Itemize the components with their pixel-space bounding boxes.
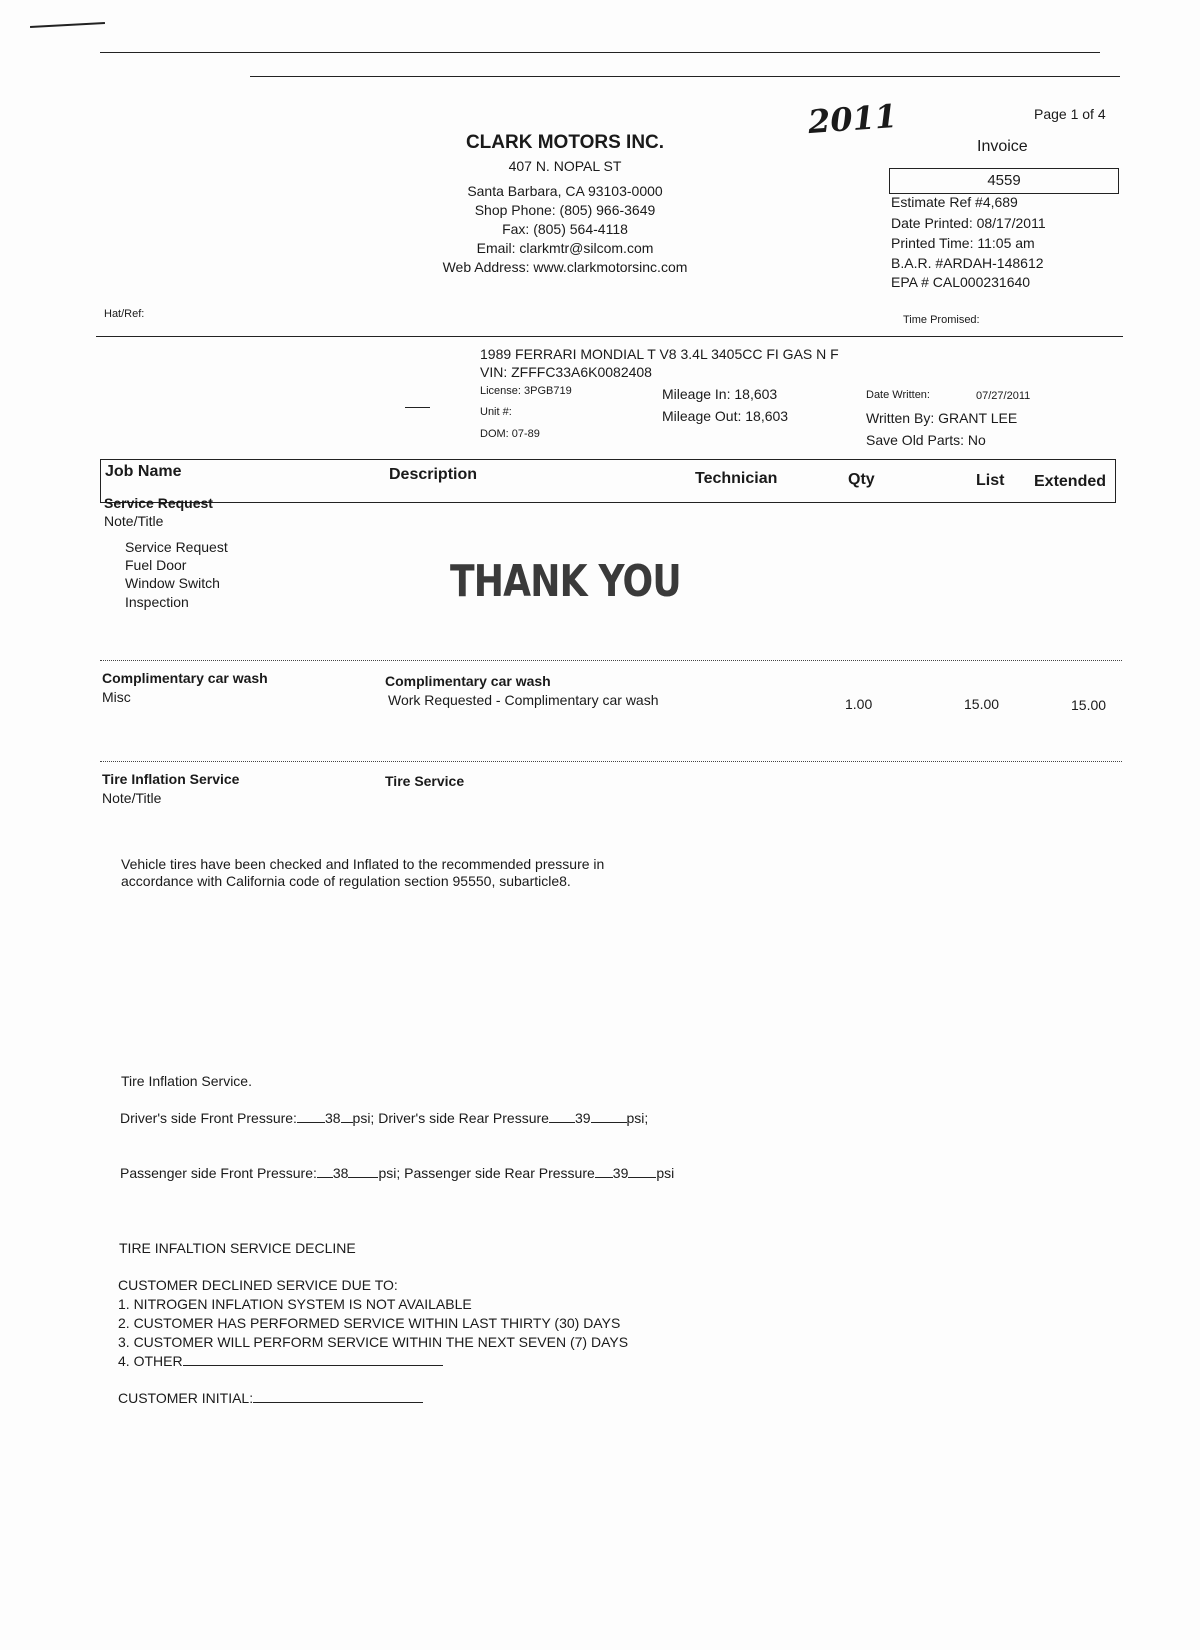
extended-value: 15.00 bbox=[1071, 697, 1107, 713]
psi-end: psi; bbox=[626, 1110, 649, 1126]
note-line: Inspection bbox=[125, 594, 189, 610]
job-name-tire-inflation: Tire Inflation Service bbox=[102, 771, 240, 787]
page-label: Page 1 of 4 bbox=[1034, 106, 1106, 122]
driver-front-label: Driver's side Front Pressure: bbox=[120, 1110, 297, 1126]
vehicle-dom: DOM: 07-89 bbox=[480, 428, 540, 440]
passenger-front-fill bbox=[317, 1177, 333, 1178]
driver-pressure-line bbox=[120, 1110, 648, 1126]
unit-mark bbox=[405, 407, 430, 408]
passenger-pressure-line bbox=[120, 1165, 674, 1181]
company-web: Web Address: www.clarkmotorsinc.com bbox=[442, 259, 688, 275]
vehicle-vin: VIN: ZFFFC33A6K0082408 bbox=[480, 364, 652, 380]
company-phone: Shop Phone: (805) 966-3649 bbox=[474, 202, 656, 218]
passenger-rear-value: 39 bbox=[612, 1165, 629, 1181]
job-name-service-request: Service Request bbox=[104, 495, 213, 511]
hat-ref-label: Hat/Ref: bbox=[104, 308, 145, 320]
note-line: Service Request bbox=[125, 539, 228, 555]
date-printed: Date Printed: 08/17/2011 bbox=[891, 215, 1046, 231]
passenger-rear-fill bbox=[628, 1177, 656, 1178]
corner-mark bbox=[30, 22, 105, 28]
company-name: CLARK MOTORS INC. bbox=[465, 132, 665, 153]
header-technician: Technician bbox=[695, 470, 778, 487]
qty-value: 1.00 bbox=[845, 696, 873, 712]
row-separator bbox=[100, 660, 1122, 661]
vehicle-license: License: 3PGB719 bbox=[480, 385, 572, 397]
written-by: Written By: GRANT LEE bbox=[866, 410, 1018, 426]
driver-front-fill bbox=[297, 1122, 325, 1123]
passenger-front-label: Passenger side Front Pressure: bbox=[120, 1165, 317, 1181]
note-line: Window Switch bbox=[125, 575, 220, 591]
header-qty: Qty bbox=[848, 471, 875, 488]
customer-initial-line bbox=[118, 1390, 423, 1406]
list-value: 15.00 bbox=[964, 696, 1000, 712]
job-name-car-wash: Complimentary car wash bbox=[102, 670, 268, 686]
vehicle-unit: Unit #: bbox=[480, 406, 512, 418]
top-rule bbox=[100, 52, 1100, 53]
customer-initial-fill bbox=[253, 1402, 423, 1403]
driver-rear-fill bbox=[549, 1122, 575, 1123]
estimate-ref: Estimate Ref #4,689 bbox=[891, 194, 1018, 210]
driver-front-value: 38 bbox=[324, 1110, 341, 1126]
tire-paragraph-line1: Vehicle tires have been checked and Inflated to the recommended pressure in bbox=[121, 856, 605, 872]
job-type: Note/Title bbox=[102, 790, 162, 806]
driver-front-fill bbox=[341, 1122, 353, 1123]
bar-number: B.A.R. #ARDAH-148612 bbox=[891, 255, 1044, 271]
row-separator bbox=[100, 761, 1122, 762]
psi-end: psi bbox=[656, 1165, 675, 1181]
header-list: List bbox=[976, 472, 1005, 489]
company-email: Email: clarkmtr@silcom.com bbox=[476, 240, 654, 256]
decline-title: TIRE INFALTION SERVICE DECLINE bbox=[119, 1240, 356, 1256]
header-job-name: Job Name bbox=[105, 463, 182, 480]
header-description: Description bbox=[389, 466, 478, 483]
printed-time: Printed Time: 11:05 am bbox=[891, 235, 1035, 251]
description-detail: Work Requested - Complimentary car wash bbox=[388, 692, 659, 708]
invoice-number: 4559 bbox=[987, 172, 1021, 189]
description-title: Tire Service bbox=[385, 773, 465, 789]
driver-rear-fill bbox=[591, 1122, 627, 1123]
description-title: Complimentary car wash bbox=[385, 673, 551, 689]
header-divider bbox=[96, 336, 1123, 337]
mileage-out: Mileage Out: 18,603 bbox=[662, 408, 789, 424]
save-old-parts: Save Old Parts: No bbox=[866, 432, 986, 448]
job-type: Misc bbox=[102, 689, 131, 705]
decline-reason-other bbox=[118, 1353, 443, 1369]
company-fax: Fax: (805) 564-4118 bbox=[502, 221, 628, 237]
decline-reason-title: CUSTOMER DECLINED SERVICE DUE TO: bbox=[118, 1277, 398, 1293]
company-city: Santa Barbara, CA 93103-0000 bbox=[467, 183, 663, 199]
thank-you-stamp: THANK YOU bbox=[450, 556, 681, 607]
driver-rear-value: 39 bbox=[574, 1110, 591, 1126]
date-written: 07/27/2011 bbox=[976, 390, 1031, 402]
mileage-in: Mileage In: 18,603 bbox=[662, 386, 778, 402]
job-type: Note/Title bbox=[104, 513, 164, 529]
decline-reason: 4. OTHER bbox=[118, 1353, 183, 1369]
passenger-rear-fill bbox=[595, 1177, 613, 1178]
handwritten-year: 2011 bbox=[806, 96, 899, 142]
driver-rear-label: psi; Driver's side Rear Pressure bbox=[352, 1110, 549, 1126]
epa-number: EPA # CAL000231640 bbox=[891, 274, 1031, 290]
other-fill-line bbox=[183, 1365, 443, 1366]
note-line: Fuel Door bbox=[125, 557, 187, 573]
customer-initial-label: CUSTOMER INITIAL: bbox=[118, 1390, 254, 1406]
decline-reason: 1. NITROGEN INFLATION SYSTEM IS NOT AVAILABLE bbox=[118, 1296, 472, 1312]
date-written-label: Date Written: bbox=[866, 389, 930, 401]
table-header-box bbox=[100, 459, 1116, 503]
header-extended: Extended bbox=[1034, 473, 1107, 490]
decline-reason: 2. CUSTOMER HAS PERFORMED SERVICE WITHIN LAST THIRTY (30) DAYS bbox=[118, 1315, 621, 1331]
tire-service-title: Tire Inflation Service. bbox=[121, 1073, 252, 1089]
vehicle-description: 1989 FERRARI MONDIAL T V8 3.4L 3405CC FI GAS N F bbox=[480, 346, 839, 362]
passenger-front-fill bbox=[348, 1177, 378, 1178]
time-promised-label: Time Promised: bbox=[903, 314, 980, 326]
passenger-rear-label: psi; Passenger side Rear Pressure bbox=[378, 1165, 595, 1181]
tire-paragraph-line2: accordance with California code of regulation section 95550, subarticle8. bbox=[121, 873, 571, 889]
invoice-label: Invoice bbox=[977, 138, 1028, 155]
top-rule-2 bbox=[250, 76, 1120, 77]
company-street: 407 N. NOPAL ST bbox=[508, 158, 622, 174]
passenger-front-value: 38 bbox=[332, 1165, 349, 1181]
decline-reason: 3. CUSTOMER WILL PERFORM SERVICE WITHIN THE NEXT SEVEN (7) DAYS bbox=[118, 1334, 629, 1350]
